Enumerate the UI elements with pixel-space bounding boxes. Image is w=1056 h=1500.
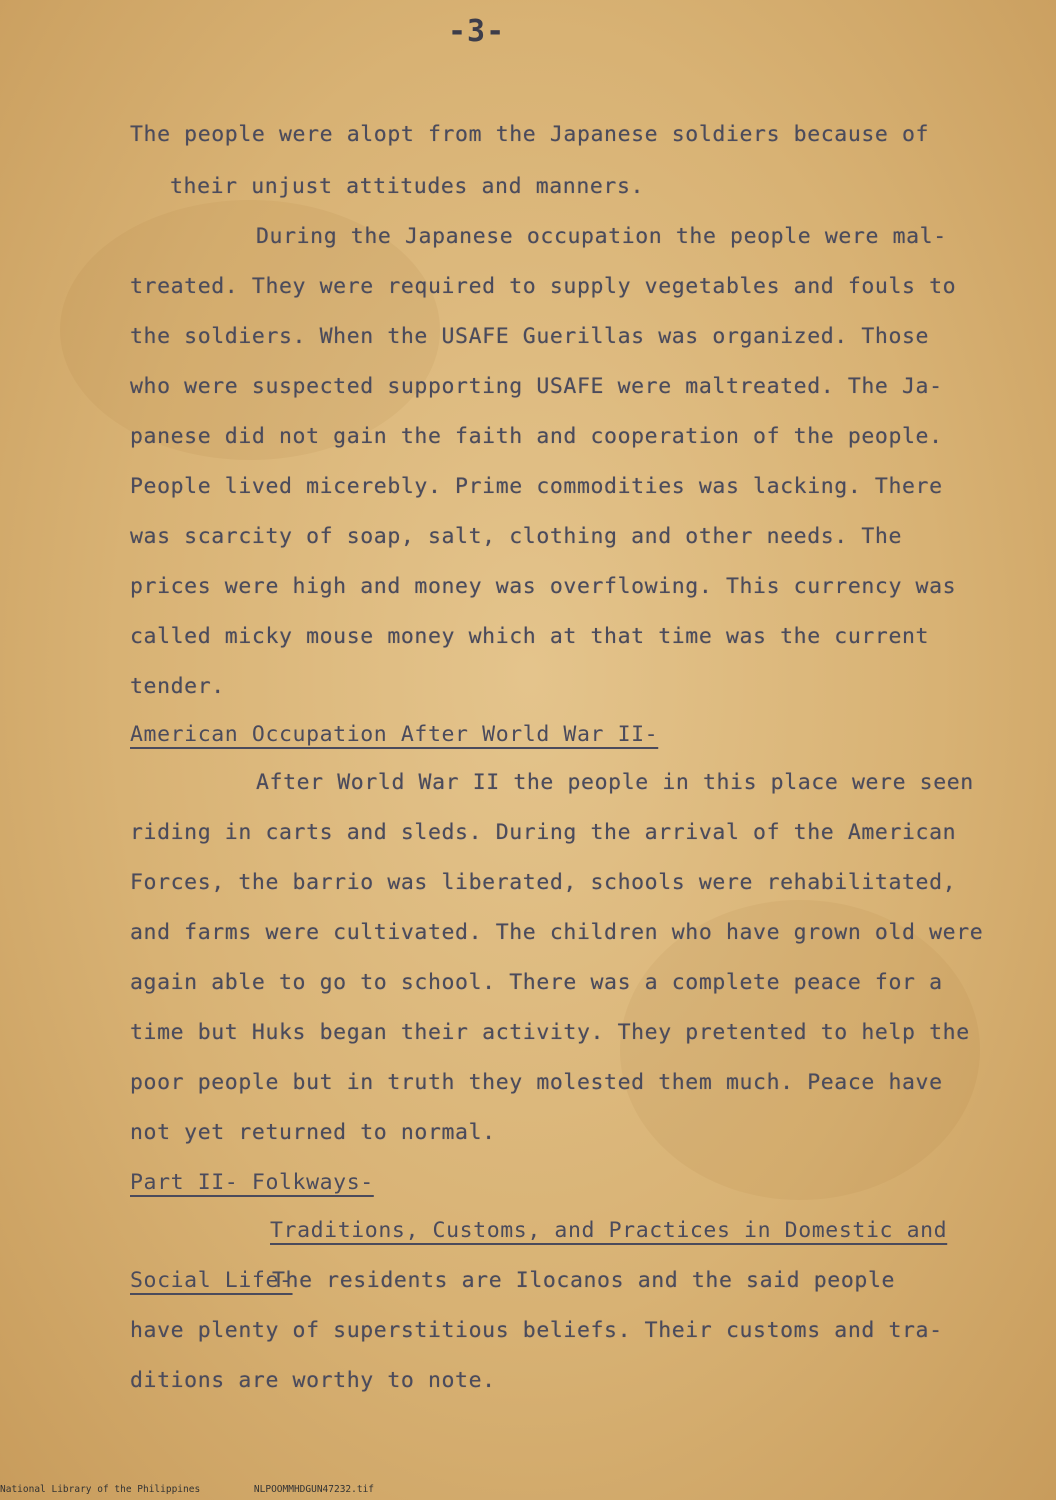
text-line: prices were high and money was overflowing. This currency was — [130, 574, 957, 599]
heading-part-ii-folkways: Part II- Folkways- — [130, 1170, 374, 1195]
heading-social-life: Social Life- — [130, 1268, 293, 1293]
page-number: -3- — [448, 14, 506, 49]
paper-stain — [620, 900, 980, 1200]
text-line: treated. They were required to supply vegetables and fouls to — [130, 274, 957, 299]
text-line: Forces, the barrio was liberated, schools were rehabilitated, — [130, 870, 957, 895]
text-line: poor people but in truth they molested them much. Peace have — [130, 1070, 943, 1095]
text-line: People lived micerebly. Prime commodities was lacking. There — [130, 474, 943, 499]
scan-footer — [0, 1484, 422, 1495]
text-line: and farms were cultivated. The children who have grown old were — [130, 920, 984, 945]
text-line: riding in carts and sleds. During the arrival of the American — [130, 820, 957, 845]
text-line: ditions are worthy to note. — [130, 1368, 496, 1393]
heading-traditions: Traditions, Customs, and Practices in Domestic and — [270, 1218, 948, 1243]
text-line: the soldiers. When the USAFE Guerillas was organized. Those — [130, 324, 930, 349]
text-line: The people were alopt from the Japanese soldiers because of — [130, 122, 930, 147]
footer-file: NLPOOMMHDGUN47232.tif — [253, 1484, 375, 1495]
text-line: their unjust attitudes and manners. — [170, 174, 645, 199]
heading-american-occupation: American Occupation After World War II- — [130, 722, 659, 747]
text-line: tender. — [130, 674, 225, 699]
text-line: The residents are Ilocanos and the said people — [272, 1268, 896, 1293]
text-line: who were suspected supporting USAFE were maltreated. The Ja- — [130, 374, 943, 399]
text-line: After World War II the people in this place were seen — [256, 770, 974, 795]
text-line: panese did not gain the faith and cooperation of the people. — [130, 424, 943, 449]
text-line: time but Huks began their activity. They pretented to help the — [130, 1020, 970, 1045]
footer-library: National Library of the Philippines — [0, 1484, 201, 1495]
text-line: again able to go to school. There was a complete peace for a — [130, 970, 943, 995]
text-line: was scarcity of soap, salt, clothing and other needs. The — [130, 524, 903, 549]
text-line: called micky mouse money which at that time was the current — [130, 624, 930, 649]
text-line: During the Japanese occupation the people were mal- — [256, 224, 947, 249]
text-line: not yet returned to normal. — [130, 1120, 496, 1145]
text-line: have plenty of superstitious beliefs. Their customs and tra- — [130, 1318, 943, 1343]
